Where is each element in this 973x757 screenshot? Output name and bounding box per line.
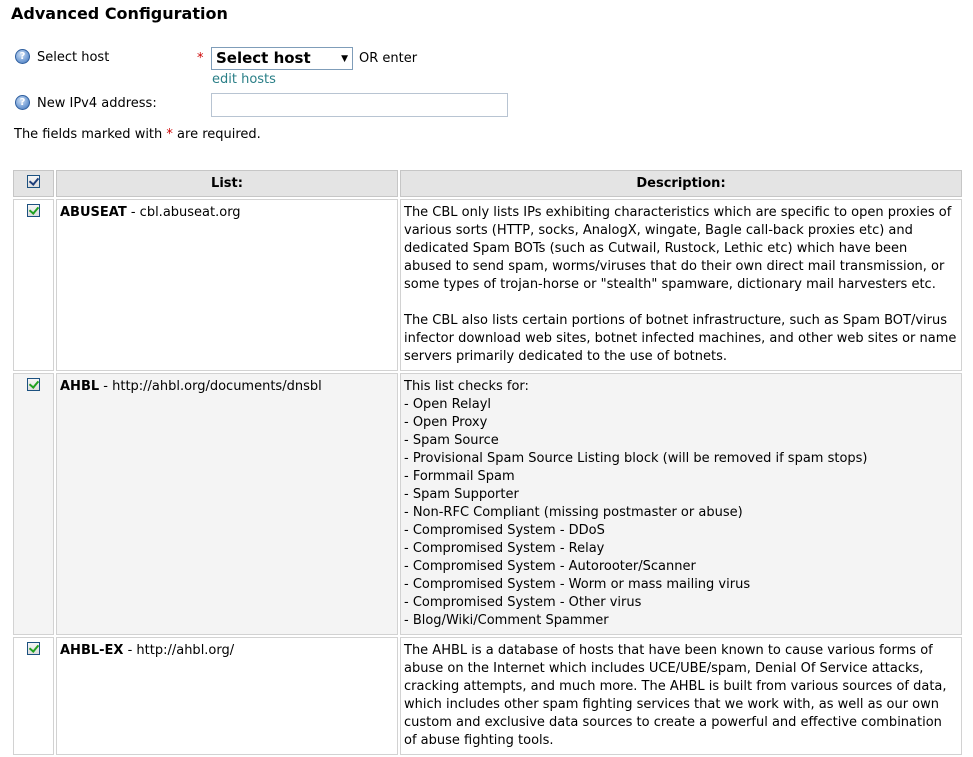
description-text: This list checks for: - Open Relayl - Open Proxy - Spam Source - Provisional Spam Source Listing block (will be removed if spam stops) - Formmail Spam - Spam Supporter - Non-RFC Compliant (missing postmaster or abuse) - Compromised System - DDoS - Compromised System - Relay - Compromised System - Autorooter/Scanner - Compromised System - Worm or mass mailing virus - Compromised System - Other virus - Blog/Wiki/Comment Spammer (404, 379, 868, 628)
table-row (13, 373, 962, 635)
checkbox-cell (13, 373, 54, 635)
select-all-header (13, 170, 54, 197)
select-all-checkbox[interactable] (27, 175, 40, 188)
list-name: AHBL-EX (60, 643, 124, 658)
help-icon[interactable]: ? (15, 95, 30, 110)
list-cell (56, 199, 398, 371)
ipv4-label: New IPv4 address: (37, 96, 157, 111)
list-name: ABUSEAT (60, 205, 127, 220)
description-text: The CBL also lists certain portions of botnet infrastructure, such as Spam BOT/virus infector download web sites, botnet infected machines, and other web sites or name servers primarily dedicated to the use of botnets. (404, 313, 957, 364)
checkbox-cell (13, 199, 54, 371)
dropdown-arrow-icon: ▼ (341, 54, 348, 64)
description-column-header: Description: (400, 170, 962, 197)
description-cell (400, 199, 962, 371)
required-note-text: The fields marked with (14, 127, 167, 142)
list-separator: - (99, 379, 113, 394)
row-checkbox[interactable] (27, 642, 40, 655)
required-note-text: are required. (172, 127, 261, 142)
list-column-header: List: (56, 170, 398, 197)
list-name: AHBL (60, 379, 100, 394)
or-enter-label: OR enter (359, 51, 418, 66)
description-cell (400, 637, 962, 755)
blacklist-table (11, 168, 964, 757)
description-text: The AHBL is a database of hosts that have been known to cause various forms of abuse on the Internet which includes UCE/UBE/spam, Denial Of Service attacks, cracking attempts, and much more. The AHBL is built from various sources of data, which includes other spam fighting services that we work with, as well as our own custom and exclusive data sources to create a powerful and effective combination of abuse fighting tools. (404, 643, 947, 748)
description-cell (400, 373, 962, 635)
row-checkbox[interactable] (27, 204, 40, 217)
required-marker: * (197, 51, 204, 66)
checkbox-cell (13, 637, 54, 755)
list-separator: - (123, 643, 137, 658)
page-title: Advanced Configuration (11, 4, 228, 23)
select-host-dropdown[interactable] (211, 47, 353, 70)
list-url: http://ahbl.org/ (136, 643, 235, 658)
list-separator: - (126, 205, 140, 220)
row-checkbox[interactable] (27, 378, 40, 391)
required-marker: * (166, 127, 173, 142)
table-row (13, 637, 962, 755)
table-header-row (13, 170, 962, 197)
ipv4-input[interactable] (211, 93, 508, 117)
select-host-label: Select host (37, 50, 110, 65)
description-text: The CBL only lists IPs exhibiting characteristics which are specific to open proxies of various sorts (HTTP, socks, AnalogX, wingate, Bagle call-back proxies etc) and dedicated Spam BOTs (such as Cutwail, Rustock, Lethic etc) which have been abused to send spam, worms/viruses that do their own direct mail transmission, or some types of trojan-horse or "stealth" spamware, dictionary mail harvesters etc. (404, 205, 952, 292)
select-host-value: Select host (216, 49, 311, 67)
list-url: http://ahbl.org/documents/dnsbl (112, 379, 322, 394)
edit-hosts-link[interactable]: edit hosts (212, 72, 276, 87)
help-icon[interactable]: ? (15, 49, 30, 64)
table-row (13, 199, 962, 371)
list-cell (56, 373, 398, 635)
list-cell (56, 637, 398, 755)
required-note (14, 127, 261, 142)
list-url: cbl.abuseat.org (139, 205, 241, 220)
